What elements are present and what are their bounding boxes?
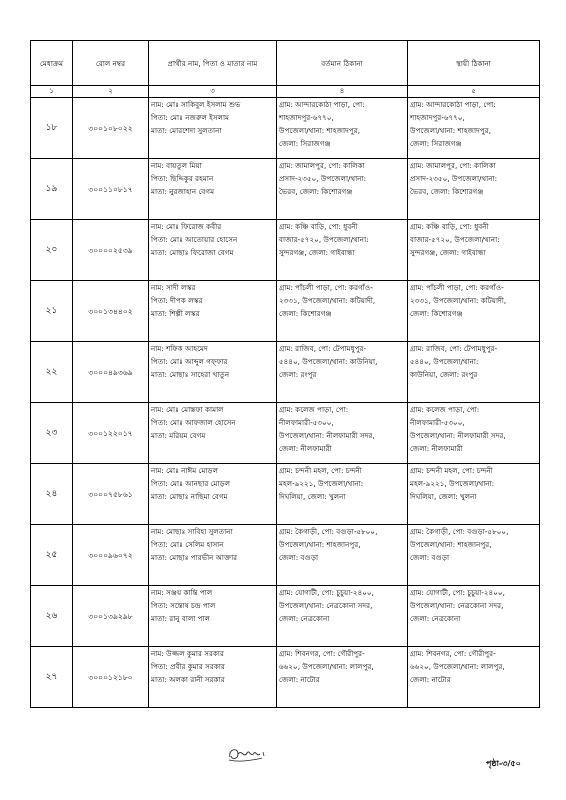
permanent-address-line: গ্রাম: জামালপুর, পো: কালিকা xyxy=(410,161,496,170)
serial-cell: ২৬ xyxy=(31,586,73,647)
permanent-address-line: জেলা: সিরাজগঞ্জ xyxy=(410,139,462,148)
present-address-line: দিঘলিয়া, জেলা: খুলনা xyxy=(279,492,346,501)
header-present-address: বর্তমান ঠিকানা xyxy=(277,41,408,86)
permanent-address-line: ভৈরব, জেলা: কিশোরগঞ্জ xyxy=(410,187,484,196)
name-line: নাম: সঞ্জয় কান্তি পাল xyxy=(151,588,213,597)
table-row xyxy=(31,586,540,647)
present-address-line: জেলা: নীলফামারী xyxy=(279,444,332,453)
name-line: মাতা: অলকা রানী সরকার xyxy=(151,675,225,684)
permanent-address-line: গ্রাম: শিবনগর, পো: গৌরীপুর- xyxy=(410,649,496,658)
permanent-address-cell xyxy=(408,647,540,708)
roll-cell: ৩০০০১২১৮০ xyxy=(73,647,149,708)
name-line: মাতা: মরিয়ম বেগম xyxy=(151,431,206,440)
present-address-line: উপজেলা/থানা: নেত্রকোনা সদর, xyxy=(279,601,373,610)
column-number: ১ xyxy=(31,86,73,98)
permanent-address-line: জেলা: নাটোর xyxy=(410,675,451,684)
name-line: মাতা: শিল্পী লস্কর xyxy=(151,309,200,318)
name-line: মাতা: রানু বালা পাল xyxy=(151,614,210,623)
present-address-line: জেলা: নাটোর xyxy=(279,675,320,684)
name-line: পিতা: সন্তোষ চন্দ্র পাল xyxy=(151,601,216,610)
permanent-address-line: উপজেলা/থানা: শাহজানপুর, xyxy=(410,540,492,549)
present-address-cell xyxy=(277,98,408,159)
table-row xyxy=(31,464,540,525)
name-line: পিতা: দীপক লস্কর xyxy=(151,296,203,305)
permanent-address-cell xyxy=(408,403,540,464)
permanent-address-line: গ্রাম: রাজিব, পো: টেপামধুপুর- xyxy=(410,344,498,353)
table-row xyxy=(31,159,540,220)
permanent-address-line: জেলা: কিশোরগঞ্জ xyxy=(410,309,463,318)
permanent-address-line: ২৩৩১, উপজেলা/থানা: কটিয়াদী, xyxy=(410,296,507,305)
permanent-address-line: মহল-৯২২১, উপজেলা/থানা: xyxy=(410,479,495,488)
present-address-line: সুন্দরগঞ্জ, জেলা: গাইবান্ধা xyxy=(279,248,355,257)
permanent-address-line: শাহজাদপুর-৬৭৭০, xyxy=(410,113,465,122)
present-address-line: গ্রাম: পাঁচলী পাড়া, পো: করগাঁও- xyxy=(279,283,373,292)
present-address-cell xyxy=(277,281,408,342)
header-permanent-address: স্থায়ী ঠিকানা xyxy=(408,41,540,86)
present-address-line: ভৈরব, জেলা: কিশোরগঞ্জ xyxy=(279,187,353,196)
present-address-line: উপজেলা/থানা: শাহজানপুর, xyxy=(279,540,361,549)
present-address-line: গ্রাম: চন্দনী মহল, পো: চন্দনী xyxy=(279,466,362,475)
permanent-address-line: ৫৪৪০, উপজেলা/থানা: xyxy=(410,357,479,366)
permanent-address-cell xyxy=(408,464,540,525)
column-number: ৩ xyxy=(149,86,277,98)
permanent-address-line: গ্রাম: যোগাটী, পো: চুচুয়া-২৪০০, xyxy=(410,588,505,597)
permanent-address-line: কাউনিয়া, জেলা: রংপুর xyxy=(410,370,478,379)
permanent-address-line: গ্রাম: কলেজ পাড়া, পো: xyxy=(410,405,480,414)
present-address-cell xyxy=(277,647,408,708)
permanent-address-line: গ্রাম: আন্দারকোঠা পাড়া, পো: xyxy=(410,100,496,109)
present-address-line: ২৩৩১, উপজেলা/থানা: কটিয়াদী, xyxy=(279,296,376,305)
present-address-line: শাহজাদপুর-৬৭৭০, xyxy=(279,113,334,122)
name-line: পিতা: মোঃ আব্দুল গফ্ফার xyxy=(151,357,228,366)
serial-cell: ২০ xyxy=(31,220,73,281)
present-address-line: ৫৪৪০, উপজেলা/থানা: কাউনিয়া, xyxy=(279,357,378,366)
present-address-line: বাজার-৫৭২০, উপজেলা/থানা: xyxy=(279,235,369,244)
name-line: নাম: মোছাঃ সাবিহা সুলতানা xyxy=(151,527,233,536)
name-line: নাম: মোঃ নাঈম মোড়ল xyxy=(151,466,218,475)
permanent-address-cell xyxy=(408,220,540,281)
present-address-line: গ্রাম: কঞ্চি বাড়ি, পো: ধুবনী xyxy=(279,222,358,231)
present-address-cell xyxy=(277,159,408,220)
present-address-line: উপজেলা/থানা: নীলফামারী সদর, xyxy=(279,431,375,440)
roll-cell: ৩০০০৯৬০৭২ xyxy=(73,525,149,586)
signature-image xyxy=(224,743,268,765)
serial-cell: ১৯ xyxy=(31,159,73,220)
name-line: পিতা: মোঃ নজরুল ইসলাম xyxy=(151,113,230,122)
column-number: ২ xyxy=(73,86,149,98)
permanent-address-line: গ্রাম: চন্দনী মহল, পো: চন্দনী xyxy=(410,466,493,475)
present-address-line: গ্রাম: রাজিব, পো: টেপামধুপুর- xyxy=(279,344,367,353)
permanent-address-cell xyxy=(408,525,540,586)
name-line: নাম: উজ্জল কুমার সরকার xyxy=(151,649,224,658)
present-address-line: গ্রাম: আন্দারকোঠা পাড়া, পো: xyxy=(279,100,365,109)
name-line: নাম: মোঃ সাকিবুল ইসলাম শুভ xyxy=(151,100,241,109)
header-serial: মেধাক্রম xyxy=(31,41,73,86)
name-line: পিতা: প্রবীর কুমার সরকার xyxy=(151,662,225,671)
table-row xyxy=(31,220,540,281)
present-address-line: গ্রাম: শিবনগর, পো: গৌরীপুর- xyxy=(279,649,365,658)
serial-cell: ২১ xyxy=(31,281,73,342)
name-line: নাম: মোঃ ফিরোজ কবীর xyxy=(151,222,222,231)
permanent-address-line: গ্রাম: পাঁচলী পাড়া, পো: করগাঁও- xyxy=(410,283,504,292)
permanent-address-cell xyxy=(408,98,540,159)
permanent-address-line: নীলফামারী-৫৩০০, xyxy=(410,418,465,427)
permanent-address-line: উপজেলা/থানা: নেত্রকোনা সদর, xyxy=(410,601,504,610)
name-cell xyxy=(149,464,277,525)
name-line: পিতা: মোঃ আফজাল হোসেন xyxy=(151,418,236,427)
name-cell xyxy=(149,220,277,281)
roll-cell: ৩০০১১০৮১৭ xyxy=(73,159,149,220)
roll-cell: ৩০০০০২৫৩৯ xyxy=(73,220,149,281)
permanent-address-line: গ্রাম: কৈগাড়ী, পো: বগুড়া-৫৮০০, xyxy=(410,527,509,536)
permanent-address-line: জেলা: বগুড়া xyxy=(410,553,450,562)
name-line: মাতা: মোছাঃ ফিরোজা বেগম xyxy=(151,248,234,257)
name-cell xyxy=(149,281,277,342)
header-name: প্রার্থীর নাম, পিতা ও মাতার নাম xyxy=(149,41,277,86)
serial-cell: ২৪ xyxy=(31,464,73,525)
table-row xyxy=(31,98,540,159)
roll-cell: ৩০০১২২০১৭ xyxy=(73,403,149,464)
permanent-address-line: ৬৬২০, উপজেলা/থানা: লালপুর, xyxy=(410,662,505,671)
present-address-line: গ্রাম: জামালপুর, পো: কালিকা xyxy=(279,161,365,170)
roll-cell: ৩০০০৪৯৩৬৯ xyxy=(73,342,149,403)
roll-cell: ৩০০০৭৫৮৬১ xyxy=(73,464,149,525)
name-cell xyxy=(149,403,277,464)
permanent-address-line: জেলা: নীলফামারী xyxy=(410,444,463,453)
serial-cell: ২২ xyxy=(31,342,73,403)
permanent-address-line: বাজার-৫৭২০, উপজেলা/থানা: xyxy=(410,235,500,244)
present-address-cell xyxy=(277,220,408,281)
name-line: মাতা: মোছাঃ পারভীন আক্তার xyxy=(151,553,238,562)
column-number-row xyxy=(31,86,540,98)
permanent-address-cell xyxy=(408,586,540,647)
permanent-address-cell xyxy=(408,281,540,342)
name-line: নাম: সাদী লস্কর xyxy=(151,283,196,292)
present-address-line: প্রসাদ-২৩৫০, উপজেলা/থানা: xyxy=(279,174,367,183)
table-row xyxy=(31,525,540,586)
name-line: মাতা: মোছাঃ নাছিমা বেগম xyxy=(151,492,228,501)
permanent-address-cell xyxy=(408,342,540,403)
present-address-line: জেলা: রংপুর xyxy=(279,370,317,379)
present-address-line: গ্রাম: কলেজ পাড়া, পো: xyxy=(279,405,349,414)
name-cell xyxy=(149,159,277,220)
name-cell xyxy=(149,525,277,586)
table-row xyxy=(31,281,540,342)
present-address-line: ৬৬২০, উপজেলা/থানা: লালপুর, xyxy=(279,662,374,671)
name-cell xyxy=(149,647,277,708)
permanent-address-line: গ্রাম: কঞ্চি বাড়ি, পো: ধুবনী xyxy=(410,222,489,231)
present-address-cell xyxy=(277,586,408,647)
permanent-address-line: জেলা: নেত্রকোনা xyxy=(410,614,461,623)
present-address-line: জেলা: নেত্রকোনা xyxy=(279,614,330,623)
present-address-line: মহল-৯২২১, উপজেলা/থানা: xyxy=(279,479,364,488)
table-row xyxy=(31,342,540,403)
name-line: পিতা: মোঃ আনছার মোড়ল xyxy=(151,479,231,488)
permanent-address-line: উপজেলা/থানা: শাহজাদপুর, xyxy=(410,126,491,135)
column-number: ৫ xyxy=(408,86,540,98)
roll-cell: ৩০০১৩৪৪০২ xyxy=(73,281,149,342)
page-number: পৃষ্ঠা-৩/৫০ xyxy=(486,759,521,768)
name-line: নাম: শফিক আহমেদ xyxy=(151,344,208,353)
roll-cell: ৩০০১৩৯২৯৮ xyxy=(73,586,149,647)
permanent-address-line: উপজেলা/থানা: নীলফামারী সদর, xyxy=(410,431,506,440)
serial-cell: ২৩ xyxy=(31,403,73,464)
present-address-line: জেলা: বগুড়া xyxy=(279,553,319,562)
present-address-line: উপজেলা/থানা: শাহজাদপুর, xyxy=(279,126,360,135)
present-address-line: জেলা: সিরাজগঞ্জ xyxy=(279,139,331,148)
name-cell xyxy=(149,98,277,159)
present-address-line: জেলা: কিশোরগঞ্জ xyxy=(279,309,332,318)
present-address-line: গ্রাম: কৈগাড়ী, পো: বগুড়া-৫৮০০, xyxy=(279,527,378,536)
name-line: নাম: মোঃ মোস্তফা কামাল xyxy=(151,405,224,414)
table-row xyxy=(31,403,540,464)
name-line: মাতা: মোছাঃ সাহেরা খাতুন xyxy=(151,370,230,379)
name-line: মাতা: নুরজাহান বেগম xyxy=(151,187,215,196)
roll-cell: ৩০০১০৮০২২ xyxy=(73,98,149,159)
name-line: মাতা: মোরশেদা সুলতানা xyxy=(151,126,222,135)
serial-cell: ২৭ xyxy=(31,647,73,708)
name-line: পিতা: মোঃ আতোয়ার হোসেন xyxy=(151,235,238,244)
name-cell xyxy=(149,586,277,647)
present-address-line: গ্রাম: যোগাটী, পো: চুচুয়া-২৪০০, xyxy=(279,588,374,597)
permanent-address-line: দিঘলিয়া, জেলা: খুলনা xyxy=(410,492,477,501)
present-address-cell xyxy=(277,464,408,525)
name-cell xyxy=(149,342,277,403)
permanent-address-line: সুন্দরগঞ্জ, জেলা: গাইবান্ধা xyxy=(410,248,486,257)
permanent-address-cell xyxy=(408,159,540,220)
header-roll: রোল নম্বর xyxy=(73,41,149,86)
result-table xyxy=(30,40,540,708)
permanent-address-line: প্রসাদ-২৩৫০, উপজেলা/থানা: xyxy=(410,174,498,183)
column-number: ৪ xyxy=(277,86,408,98)
serial-cell: ২৫ xyxy=(31,525,73,586)
present-address-cell xyxy=(277,525,408,586)
name-line: পিতা: মোঃ সেলিম হাসান xyxy=(151,540,224,549)
name-line: পিতা: ছিদ্দিকুর রহমান xyxy=(151,174,214,183)
name-line: নাম: বায়তুল মিয়া xyxy=(151,161,202,170)
serial-cell: ১৮ xyxy=(31,98,73,159)
present-address-line: নীলফামারী-৫৩০০, xyxy=(279,418,334,427)
table-row xyxy=(31,647,540,708)
present-address-cell xyxy=(277,403,408,464)
present-address-cell xyxy=(277,342,408,403)
